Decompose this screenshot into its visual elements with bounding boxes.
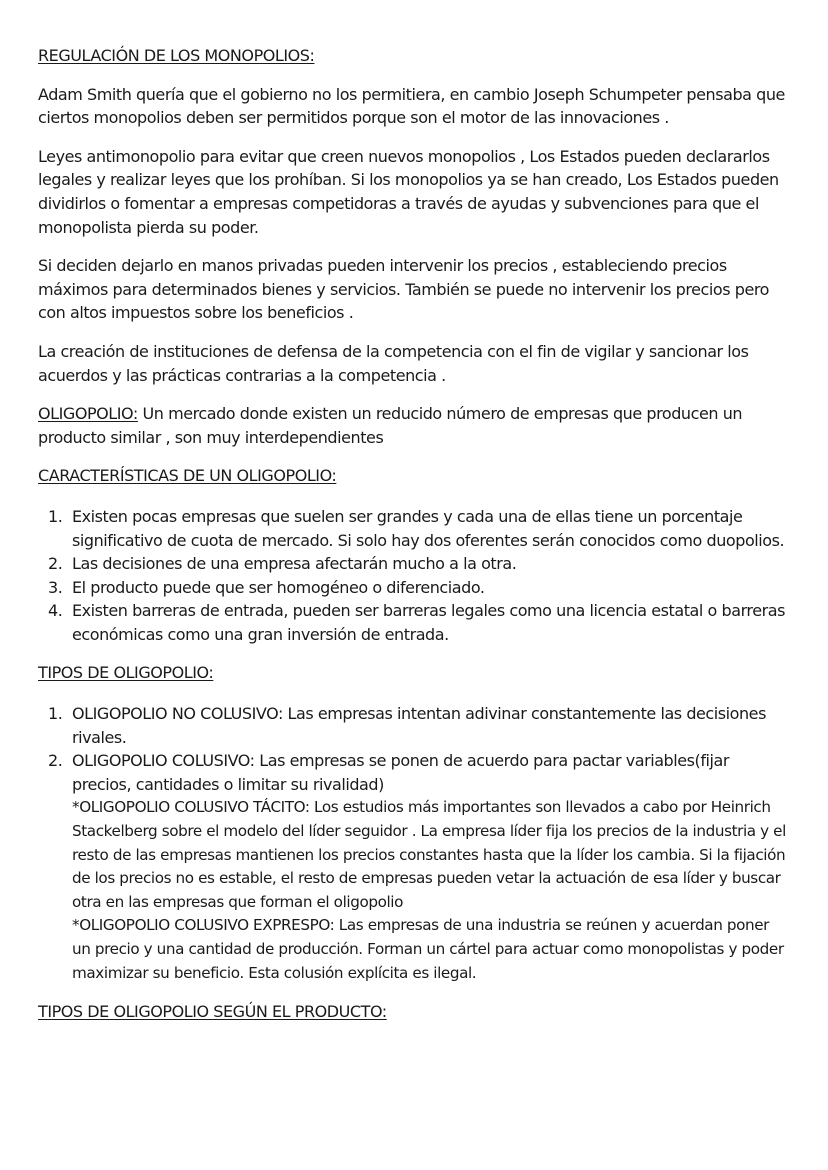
paragraph-oligopolio-definicion xyxy=(38,402,790,449)
list-tipos xyxy=(38,702,790,985)
list-item-number: 2. xyxy=(48,554,63,574)
list-item-number: 2. xyxy=(48,751,63,771)
list-item-number: 4. xyxy=(48,601,63,621)
list-item xyxy=(38,505,790,552)
heading-regulacion: REGULACIÓN DE LOS MONOPOLIOS: xyxy=(38,46,315,65)
list-item-text: OLIGOPOLIO COLUSIVO: Las empresas se ponen de acuerdo para pactar variables(fijar precios, cantidades o limitar su rivalidad) xyxy=(72,751,729,794)
list-caracteristicas xyxy=(38,505,790,647)
list-item-text: El producto puede que ser homogéneo o diferenciado. xyxy=(72,577,485,597)
list-item xyxy=(38,576,790,600)
list-item xyxy=(38,552,790,576)
paragraph-leyes-antimonopolio: Leyes antimonopolio para evitar que creen nuevos monopolios , Los Estados pueden declararlos legales y realizar leyes que los prohíban. Si los monopolios ya se han creado, Los Estados pueden dividirlos o fomentar a empresas competidoras a través de ayudas y subvenciones para que el monopolista pierda su poder. xyxy=(38,146,779,237)
heading-tipos-producto: TIPOS DE OLIGOPOLIO SEGÚN EL PRODUCTO: xyxy=(38,1002,387,1022)
list-item-number: 3. xyxy=(48,577,63,597)
heading-caracteristicas: CARACTERÍSTICAS DE UN OLIGOPOLIO: xyxy=(38,466,337,486)
paragraph-intervenir-precios: Si deciden dejarlo en manos privadas pueden intervenir los precios , estableciendo precios máximos para determinados bienes y servicios. También se puede no intervenir los precios pero con altos impuestos sobre los beneficios . xyxy=(38,256,769,323)
list-item-number: 1. xyxy=(48,506,63,526)
list-item xyxy=(38,702,790,749)
subitem-colusivo-expreso: *OLIGOPOLIO COLUSIVO EXPRESPO: Las empresas de una industria se reúnen y acuerdan poner un precio y una cantidad de producción. Forman un cártel para actuar como monopolistas y poder maximizar su beneficio. Esta colusión explícita es ilegal. xyxy=(72,916,784,982)
list-item-number: 1. xyxy=(48,704,63,724)
heading-tipos: TIPOS DE OLIGOPOLIO: xyxy=(38,663,214,683)
paragraph-defensa-competencia: La creación de instituciones de defensa de la competencia con el fin de vigilar y sancionar los acuerdos y las prácticas contrarias a la competencia . xyxy=(38,341,749,385)
list-item-text: Las decisiones de una empresa afectarán mucho a la otra. xyxy=(72,554,517,574)
list-item xyxy=(38,749,790,985)
subitem-colusivo-tacito: *OLIGOPOLIO COLUSIVO TÁCITO: Los estudios más importantes son llevados a cabo por Heinrich Stackelberg sobre el modelo del líder seguidor . La empresa líder fija los precios de la industria y el resto de las empresas mantienen los precios constantes hasta que la líder los cambia. Si la fijación de los precios no es estable, el resto de empresas pueden vetar la actuación de esa líder y buscar otra en las empresas que forman el oligopolio xyxy=(72,798,786,911)
list-item-text: Existen pocas empresas que suelen ser grandes y cada una de ellas tiene un porcentaje significativo de cuota de mercado. Si solo hay dos oferentes serán conocidos como duopolios. xyxy=(72,506,785,550)
oligopolio-definition: Un mercado donde existen un reducido número de empresas que producen un producto similar , son muy interdependientes xyxy=(38,404,743,447)
paragraph-smith-schumpeter: Adam Smith quería que el gobierno no los permitiera, en cambio Joseph Schumpeter pensaba que ciertos monopolios deben ser permitidos porque son el motor de las innovaciones . xyxy=(38,84,785,128)
document-page xyxy=(38,44,790,1024)
list-item xyxy=(38,599,790,646)
list-item-text: OLIGOPOLIO NO COLUSIVO: Las empresas intentan adivinar constantemente las decisiones rivales. xyxy=(72,704,766,747)
list-item-text: Existen barreras de entrada, pueden ser barreras legales como una licencia estatal o barreras económicas como una gran inversión de entrada. xyxy=(72,601,785,644)
oligopolio-label: OLIGOPOLIO: xyxy=(38,404,138,424)
